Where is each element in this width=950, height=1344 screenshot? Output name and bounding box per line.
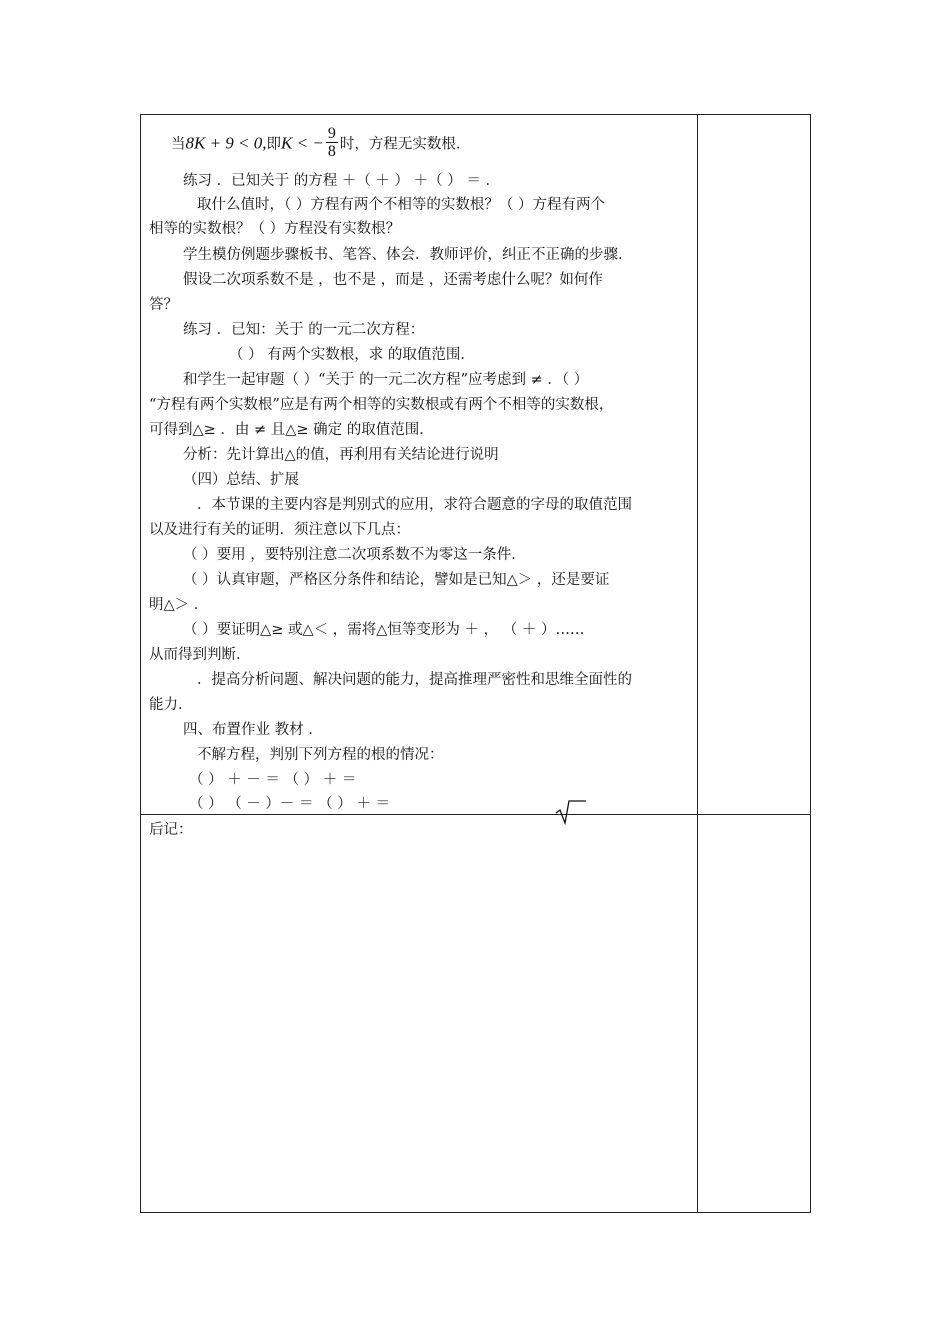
math-k-lt: K < − [281,133,324,153]
math-conclusion: ，方程无实数根. [354,136,461,153]
math-prefix: 当 [171,136,186,153]
text-line: 不解方程，判别下列方程的根的情况： [197,747,444,763]
text-line: （ ）要用 ，要特别注意二次项系数不为零这一条件． [183,547,526,563]
text-line: 练习 ．已知：关于 的一元二次方程： [183,322,425,338]
text-line: 相等的实数根？（ ）方程没有实数根？ [149,221,401,237]
section-heading: 四、布置作业 教材 ． [183,722,323,738]
math-shi: 时 [339,136,355,153]
lesson-plan-table [140,114,811,1213]
text-line: 练习 ．已知关于 的方程 ＋（ ＋ ） ＋（ ） ＝ ． [183,173,500,189]
text-line: 答？ [149,297,178,313]
text-line: 明△＞ ． [149,597,209,613]
text-line: 能力． [149,697,193,713]
column-divider [697,115,698,1212]
text-line: （ ） 有两个实数根，求 的取值范围． [229,347,475,363]
fraction-denominator: 8 [327,143,336,160]
text-line: （ ）认真审题，严格区分条件和结论，譬如是已知△＞ ，还是要证 [183,572,610,588]
text-line: “方程有两个实数根”应是有两个相等的实数根或有两个不相等的实数根， [149,397,614,413]
fraction-9-8 [326,125,338,160]
section-heading: （四）总结、扩展 [183,472,299,488]
text-line: 以及进行有关的证明．须注意以下几点： [149,522,410,538]
exercise-line: （ ） （ － ）－ ＝ （ ） ＋ ＝ [189,796,390,812]
text-line: （ ）要证明△≥ 或△＜ ，需将△恒等变形为 ＋ ， （ ＋ ）…… [183,622,585,638]
afterword-label: 后记： [149,822,193,838]
text-line: 可得到△≥ ．由 ≠ 且△≥ 确定 的取值范围． [149,422,434,438]
text-line: 假设二次项系数不是 ，也不是 ，而是 ，还需考虑什么呢？如何作 [183,272,603,288]
discriminant-conclusion [171,127,460,162]
fraction-numerator: 9 [327,125,336,142]
text-line: 学生模仿例题步骤板书、笔答、体会．教师评价，纠正不正确的步骤． [183,247,633,263]
math-ji: 即 [266,136,282,153]
text-line: 从而得到判断． [149,647,251,663]
text-line: ．提高分析问题、解决问题的能力，提高推理严密性和思维全面性的 [197,672,632,688]
text-line: 和学生一起审题（ ）“关于 的一元二次方程”应考虑到 ≠ ．（ ） [183,372,589,388]
square-root-icon [555,799,587,825]
math-condition: 8K + 9 < 0, [185,133,267,153]
row-divider [141,814,810,815]
text-line: 取什么值时，（ ）方程有两个不相等的实数根？（ ）方程有两个 [197,197,605,213]
text-line: ．本节课的主要内容是判别式的应用，求符合题意的字母的取值范围 [197,497,632,513]
exercise-line: （ ） ＋ － ＝ （ ） ＋ ＝ [189,772,357,788]
text-line: 分析：先计算出△的值，再利用有关结论进行说明 [183,447,499,463]
